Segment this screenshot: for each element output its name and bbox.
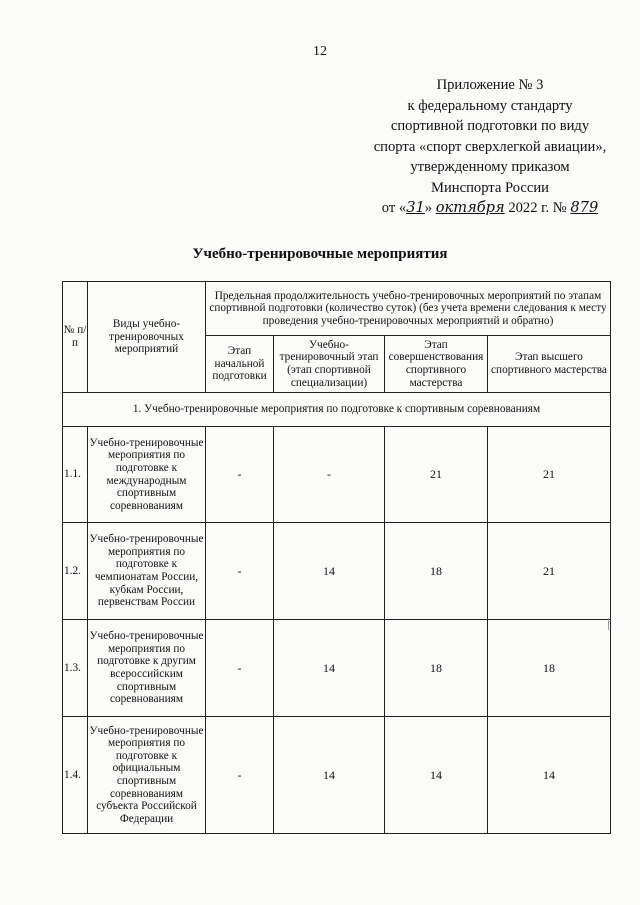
row-value-improvement: 21 — [385, 427, 488, 523]
row-value-training: 14 — [274, 523, 385, 620]
appendix-line-6: Минспорта России — [431, 179, 549, 196]
row-value-improvement: 14 — [385, 717, 488, 834]
page-title: Учебно-тренировочные мероприятия — [192, 246, 448, 262]
appendix-line-3: спортивной подготовки по виду — [390, 118, 590, 134]
table-row — [63, 620, 611, 717]
row-number: 1.3. — [63, 620, 88, 717]
row-name: Учебно-тренировочные мероприятия по подготовке к другим всероссийским спортивным соревнованиям — [88, 620, 206, 717]
date-month: октября — [435, 199, 505, 216]
row-name: Учебно-тренировочные мероприятия по подготовке к официальным спортивным соревнованиям субъекта Российской Федерации — [88, 717, 206, 834]
page-number: 12 — [313, 44, 327, 59]
training-table — [62, 281, 611, 834]
order-number: 879 — [570, 199, 599, 216]
row-value-training: 14 — [274, 717, 385, 834]
appendix-line-1: Приложение № 3 — [436, 77, 544, 93]
row-value-higher: 21 — [488, 523, 611, 620]
section-title: 1. Учебно-тренировочные мероприятия по подготовке к спортивным соревнованиям — [63, 393, 611, 427]
row-value-initial: - — [206, 427, 274, 523]
row-value-initial: - — [206, 717, 274, 834]
row-value-improvement: 18 — [385, 523, 488, 620]
row-value-initial: - — [206, 620, 274, 717]
section-row — [63, 393, 611, 427]
stage-header-higher: Этап высшего спортивного мастерства — [488, 336, 611, 393]
order-date-line — [340, 198, 640, 219]
table-row — [63, 523, 611, 620]
row-name: Учебно-тренировочные мероприятия по подготовке к чемпионатам России, кубкам России, первенствам России — [88, 523, 206, 620]
appendix-line-4: спорта «спорт сверхлегкой авиации», — [373, 138, 607, 155]
row-value-higher: 18 — [488, 620, 611, 717]
table-header-row — [63, 282, 611, 336]
row-number: 1.4. — [63, 717, 88, 834]
row-value-training: 14 — [274, 620, 385, 717]
row-value-higher: 21 — [488, 427, 611, 523]
date-year: 2022 — [508, 200, 538, 216]
row-number: 1.1. — [63, 427, 88, 523]
scan-mark — [608, 618, 609, 630]
date-day: 31 — [406, 199, 425, 216]
row-name: Учебно-тренировочные мероприятия по подготовке к международным спортивным соревнованиям — [88, 427, 206, 523]
table-row — [63, 717, 611, 834]
row-value-higher: 14 — [488, 717, 611, 834]
row-value-initial: - — [206, 523, 274, 620]
appendix-header — [340, 75, 640, 219]
col-types-header: Виды учебно-тренировочных мероприятий — [88, 282, 206, 393]
appendix-line-2: к федеральному стандарту — [407, 97, 573, 114]
stage-header-improvement: Этап совершенствования спортивного мастерства — [385, 336, 488, 393]
date-suffix: г. № — [541, 200, 567, 216]
appendix-line-5: утвержденному приказом — [410, 159, 570, 175]
col-duration-group-header: Предельная продолжительность учебно-тренировочных мероприятий по этапам спортивной подготовки (количество суток) (без учета времени следования к месту проведения учебно-тренировочных мероприятий и обратно) — [206, 282, 611, 336]
stage-header-initial: Этап начальной подготовки — [206, 336, 274, 393]
date-prefix: от « — [381, 200, 407, 216]
row-number: 1.2. — [63, 523, 88, 620]
table-row — [63, 427, 611, 523]
stage-header-training: Учебно-тренировочный этап (этап спортивной специализации) — [274, 336, 385, 393]
date-mid: » — [424, 200, 433, 216]
row-value-training: - — [274, 427, 385, 523]
col-number-header: № п/п — [63, 282, 88, 393]
row-value-improvement: 18 — [385, 620, 488, 717]
